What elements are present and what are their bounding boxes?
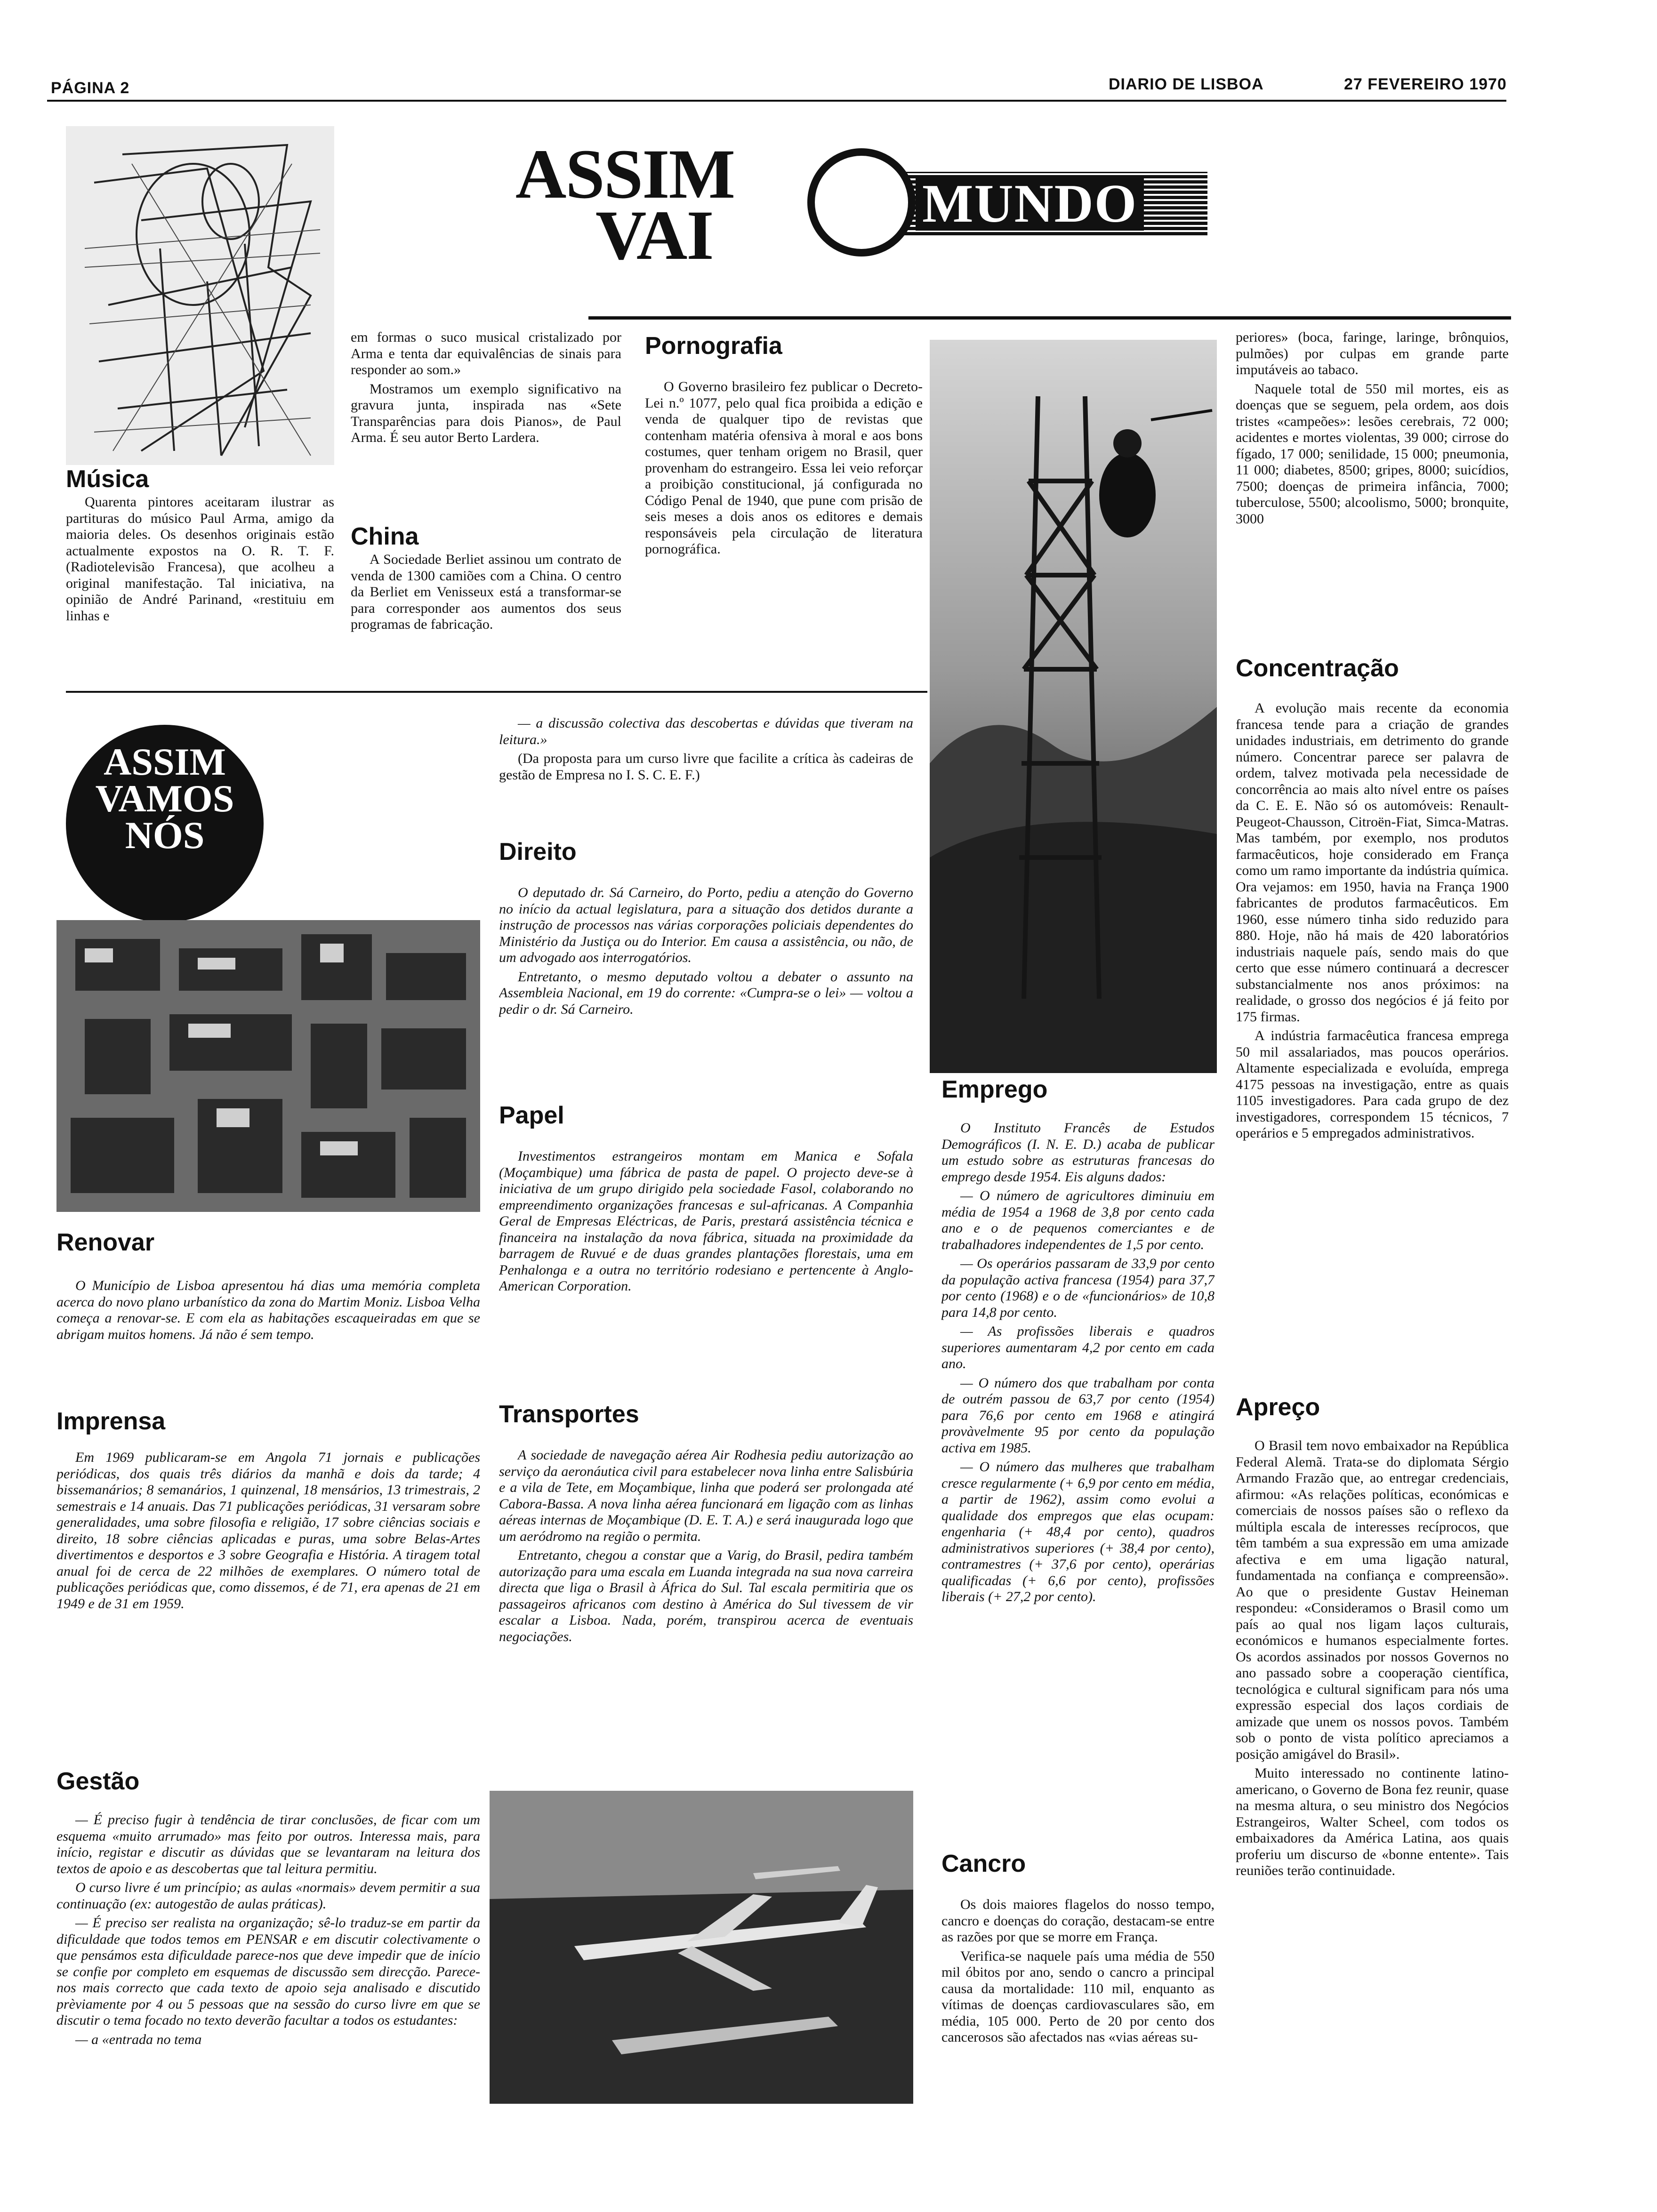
transportes-paragraph-1: A sociedade de navegação aérea Air Rodhesia pediu autorização ao serviço da aeronáutica civil para estabelecer nova linha entre Salisbúria e a vila de Tete, em Moçambique, linha que poderá ser prolongada até Cabora-Bassa. A nova linha aérea funcionará em ligação com as linhas aéreas internas de Moçambique (D. E. T. A.) e será inaugurada logo que um aeródromo na região o permita. — [499, 1447, 913, 1544]
emprego-paragraph-4: — As profissões liberais e quadros superiores aumentaram 4,2 por cento em cada ano. — [941, 1323, 1215, 1371]
heading-transportes: Transportes — [499, 1401, 639, 1428]
article-transportes — [499, 1447, 913, 1772]
papel-paragraph-1: Investimentos estrangeiros montam em Manica e Sofala (Moçambique) uma fábrica de pasta de papel. O projecto deve-se à iniciativa de um grupo dirigido pela sociedade Fasol, colaborando no empreendimento organizações francesas e sul-africanas. A Companhia Geral de Empresas Eléctricas, de Paris, prestará assistência técnica e financeira na instalação da nova fábrica, situada na proximidade da barragem de Ruvué e de duas grandes plantações florestais, uma em Penhalonga e a outra no território rodesiano e pertencente à Anglo-American Corporation. — [499, 1148, 913, 1294]
heading-renovar: Renovar — [56, 1229, 155, 1256]
article-musica-col2 — [351, 329, 621, 537]
gestao-paragraph-1: — É preciso fugir à tendência de tirar conclusões, de ficar com um esquema «muito arrumado» mas feito por outros. Interessa mais, para início, registar e discutir as dúvidas que se levantaram na leitura dos textos de apoio e as descobertas que tal leitura permitiu. — [56, 1812, 480, 1876]
musica-paragraph-2: em formas o suco musical cristalizado por Arma e tenta dar equivalências de sinais para responder ao som.» — [351, 329, 621, 377]
gestao-paragraph-3: — É preciso ser realista na organização; sê-lo traduz-se em partir da dificuldade que todos temos em PENSAR e em discutir colectivamente o que pensámos esta dificuldade parece-nos que deve impedir que de início se confie por completo em esquemas de discussão sem direcção. Parece-nos mais correcto que cada texto de apoio seja analisado e discutido prèviamente por 4 ou 5 pessoas que na sessão do curso livre em que se discutir o tema focado no texto deverão facultar a todos os estudantes: — [56, 1915, 480, 2028]
article-imprensa — [56, 1450, 480, 1755]
article-china — [351, 552, 621, 688]
emprego-paragraph-2: — O número de agricultores diminuiu em média de 1954 a 1968 de 3,8 por cento cada ano e o de pequenos comerciantes e de trabalhadores independentes de 1,5 por cento. — [941, 1188, 1215, 1252]
doencas-paragraph-1: periores» (boca, faringe, laringe, brônquios, pulmões) por culpas em grande parte imputáveis ao tabaco. — [1236, 329, 1509, 377]
article-doencas — [1236, 329, 1509, 654]
renovar-paragraph-1: O Município de Lisboa apresentou há dias uma memória completa acerca do novo plano urbanístico da zona do Martim Moniz. Lisboa Velha começa a renovar-se. E com ela as habitações escaqueiradas em que se abrigam muitos homens. Já não é sem tempo. — [56, 1278, 480, 1342]
badge-assim-vamos-nos — [66, 725, 264, 922]
pornografia-paragraph-1: O Governo brasileiro fez publicar o Decreto-Lei n.º 1077, pelo qual fica proibida a edição e venda de qualquer tipo de revistas que contenham matéria ofensiva à moral e aos bons costumes, quer tenham origem no Brasil, quer provenham do estrangeiro. Essa lei veio reforçar a proibição constitucional, já configurada no Código Penal de 1940, que pune com prisão de seis meses a dois anos os editores e demais responsáveis pela circulação de literatura pornográfica. — [645, 379, 923, 557]
heading-musica: Música — [66, 465, 149, 493]
heading-pornografia: Pornografia — [645, 332, 782, 360]
section-masthead — [515, 135, 1222, 280]
heading-emprego: Emprego — [941, 1076, 1048, 1103]
apreco-paragraph-2: Muito interessado no continente latino-americano, o Governo de Bona fez reunir, quase na mesma altura, o seu ministro dos Negócios Estrangeiros, Walter Scheel, com todos os embaixadores da América Latina, aos quais proferiu um discurso de «bonne entente». Tais reuniões terão continuidade. — [1236, 1765, 1509, 1878]
heading-apreco: Apreço — [1236, 1394, 1320, 1421]
musica-paragraph-3: Mostramos um exemplo significativo na gravura junta, inspirada nas «Sete Transparências para dois Pianos», de Paul Arma. É seu autor Berto Lardera. — [351, 381, 621, 445]
article-cancro — [941, 1897, 1215, 2104]
article-emprego — [941, 1120, 1215, 1826]
lisbon-aerial-photo — [56, 920, 480, 1212]
discussao-paragraph-2: (Da proposta para um curso livre que facilite a crítica às cadeiras de gestão de Empresa no I. S. C. E. F.) — [499, 751, 913, 783]
article-papel — [499, 1148, 913, 1398]
masthead-circle — [807, 148, 916, 256]
article-discussao — [499, 715, 913, 824]
emprego-paragraph-3: — Os operários passaram de 33,9 por cento da população activa francesa (1954) para 37,7 por cento (1968) e o de «funcionários» de 10,8 para 14,8 por cento. — [941, 1256, 1215, 1320]
china-paragraph-1: A Sociedade Berliet assinou um contrato de venda de 1300 camiões com a China. O centro da Berliet em Venisseux está a transformar-se para corresponder aos aumentos dos seus programas de fabricação. — [351, 552, 621, 632]
gestao-paragraph-2: O curso livre é um princípio; as aulas «normais» devem permitir a sua continuação (ex: autogestão de aulas práticas). — [56, 1880, 480, 1912]
article-direito — [499, 885, 913, 1106]
music-illustration — [66, 126, 334, 465]
worker-photo — [930, 340, 1217, 1073]
direito-paragraph-2: Entretanto, o mesmo deputado voltou a debater o assunto na Assembleia Nacional, em 19 do corrente: «Cumpra-se o lei» — voltou a pedir o dr. Sá Carneiro. — [499, 969, 913, 1017]
article-renovar — [56, 1278, 480, 1395]
heading-china: China — [351, 523, 419, 550]
emprego-paragraph-5: — O número dos que trabalham por conta de outrém passou de 63,7 por cento (1954) para 76,6 por cento em 1968 e atingirá provàvelmente 95 por cento da população activa em 1985. — [941, 1375, 1215, 1456]
newspaper-name: DIARIO DE LISBOA — [1109, 75, 1264, 93]
heading-direito: Direito — [499, 838, 577, 866]
heading-cancro: Cancro — [941, 1850, 1026, 1877]
article-apreco — [1236, 1438, 1509, 2097]
page-number: PÁGINA 2 — [51, 79, 130, 97]
concentracao-paragraph-1: A evolução mais recente da economia francesa tende para a criação de grandes unidades industriais, em detrimento do grande número. Concentrar parece ser palavra de ordem, talvez motivada pela necessidade de concorrência ao mais alto nível entre os países da C. E. E. Não só os automóveis: Renault-Peugeot-Chausson, Citroën-Fiat, Simca-Matras. Mas também, por exemplo, nos produtos farmacêuticos, hoje considerado em França como um ramo importante da indústria química. Ora vejamos: em 1950, havia na França 1900 fabricantes de produtos farmacêuticos. Em 1960, esse número tinha sido reduzido para 880. Hoje, não há mais de 420 laboratórios industriais naquele país, sendo mais do que certo que esse número continuará a decrescer substancialmente nos anos próximos: na realidade, o grosso dos negócios é já feito por 175 firmas. — [1236, 700, 1509, 1025]
discussao-paragraph-1: — a discussão colectiva das descobertas e dúvidas que tiveram na leitura.» — [499, 715, 913, 747]
heading-gestao: Gestão — [56, 1768, 140, 1795]
heading-concentracao: Concentração — [1236, 655, 1399, 682]
heading-imprensa: Imprensa — [56, 1408, 166, 1435]
cancro-paragraph-2: Verifica-se naquele país uma média de 550 mil óbitos por ano, sendo o cancro a principal causa da mortalidade: 110 mil, enquanto as vítimas de doenças cardiovasculares são, em média, 105 000. Perto de 20 por cento dos cancerosos são afectados nas «vias aéreas su- — [941, 1948, 1215, 2045]
header-rule — [47, 100, 1506, 102]
apreco-paragraph-1: O Brasil tem novo embaixador na República Federal Alemã. Trata-se do diplomata Sérgio Armando Frazão que, ao entregar credenciais, afirmou: «As relações políticas, económicas e comerciais de nossos países são o reflexo da múltipla escala de interesses recíprocos, que têm também a sua expressão em uma amizade afectiva e em uma ligação natural, fundamentada na confiança e compreensão». Ao que o presidente Gustav Heineman respondeu: «Consideramos o Brasil como um país ao qual nos ligam laços culturais, económicos e humanos especialmente fortes. Os acordos assinados por nossos Governos no ano passado sobre a cooperação científica, tecnológica e cultural significam para nós uma expressão especial dos laços cordiais de amizade que unem os nossos povos. Também sob o ponto de vista político apreciamos a posição amigável do Brasil». — [1236, 1438, 1509, 1762]
top-band-rule — [66, 691, 927, 693]
airplane-photo — [490, 1791, 913, 2104]
issue-date: 27 FEVEREIRO 1970 — [1344, 75, 1507, 93]
emprego-paragraph-6: — O número das mulheres que trabalham cresce regularmente (+ 6,9 por cento em média, a partir de 1962), assim como evolui a qualidade dos empregos que elas ocupam: engenharia (+ 48,4 por cento), quadros administrativos superiores (+ 38,4 por cento), contramestres (+ 37,6 por cento), operárias qualificadas (+ 6,6 por cento), profissões liberais (+ 27,2 por cento). — [941, 1459, 1215, 1604]
article-concentracao — [1236, 700, 1509, 1392]
masthead-vai: VAI — [595, 196, 713, 274]
cancro-paragraph-1: Os dois maiores flagelos do nosso tempo, cancro e doenças do coração, destacam-se entre as razões por que se morre em França. — [941, 1897, 1215, 1945]
gestao-paragraph-4: — a «entrada no tema — [75, 2031, 202, 2047]
doencas-paragraph-2: Naquele total de 550 mil mortes, eis as doenças que se seguem, pela ordem, aos dois tristes «campeões»: lesões cerebrais, 72 000; acidentes e mortes violentas, 39 000; cirrose do fígado, 17 000; senilidade, 15 000; pneumonia, 11 000; diabetes, 8500; gripes, 8000; suicídios, 7500; doenças de primeira infância, 7000; tuberculose, 5500; alcoolismo, 5000; bronquite, 3000 — [1236, 381, 1509, 527]
direito-paragraph-1: O deputado dr. Sá Carneiro, do Porto, pediu a atenção do Governo no início da actual legislatura, para a situação dos detidos durante a instrução de processos nas várias corporações policiais dependentes do Ministério da Justiça ou do Interior. Em causa a assistência, ou não, de um advogado aos interrogatórios. — [499, 885, 913, 965]
masthead-rule — [588, 316, 1511, 320]
imprensa-paragraph-1: Em 1969 publicaram-se em Angola 71 jornais e publicações periódicas, dos quais três diários da manhã e dois da tarde; 4 bissemanários; 8 semanários, 1 quinzenal, 18 mensários, 13 trimestrais, 2 semestrais e 14 anuais. Das 71 publicações periódicas, 31 versaram sobre generalidades, uma sobre filosofia e religião, 17 sobre ciências sociais e direito, 18 sobre ciências aplicadas e puras, uma sobre Belas-Artes divertimentos e desportos e 3 sobre Geografia e História. A tiragem total anual foi de cerca de 22 milhões de exemplares. O número total de publicações periódicas que, como dissemos, é de 71, era apenas de 21 em 1949 e de 31 em 1959. — [56, 1450, 480, 1611]
musica-paragraph-1: Quarenta pintores aceitaram ilustrar as partituras do músico Paul Arma, amigo da maioria deles. Os desenhos originais estão actualmente expostos na O. R. T. F. (Radiotelevisão Francesa), que acolheu a original manifestação. Tal iniciativa, na opinião de André Parinand, «restituiu em linhas e — [66, 494, 334, 624]
article-musica-col1 — [66, 494, 334, 687]
transportes-paragraph-2: Entretanto, chegou a constar que a Varig, do Brasil, pedira também autorização para uma escala em Luanda integrada na sua nova carreira directa que liga o Brasil à África do Sul. Tal escala permitiria que os passageiros africanos com destino à América do Sul tivessem de vir escalar a Lisboa. Nada, porém, transpirou acerca de eventuais negociações. — [499, 1547, 913, 1644]
article-pornografia — [645, 379, 923, 675]
emprego-paragraph-1: O Instituto Francês de Estudos Demográficos (I. N. E. D.) acaba de publicar um estudo sobre as estruturas francesas do emprego desde 1954. Eis alguns dados: — [941, 1120, 1215, 1185]
badge-text: ASSIM VAMOS NÓS — [95, 740, 234, 857]
masthead-assim: ASSIM — [515, 135, 735, 213]
heading-papel: Papel — [499, 1102, 564, 1129]
concentracao-paragraph-2: A indústria farmacêutica francesa emprega 50 mil assalariados, mas poucos operários. Altamente especializada e evoluída, emprega 4175 pessoas na investigação, entre as quais 1105 investigadores. Para cada grupo de dez investigadores, correspondem 15 técnicos, 7 operários e 5 empregados administrativos. — [1236, 1028, 1509, 1141]
article-gestao — [56, 1812, 480, 2104]
masthead-mundo: MUNDO — [916, 176, 1144, 231]
